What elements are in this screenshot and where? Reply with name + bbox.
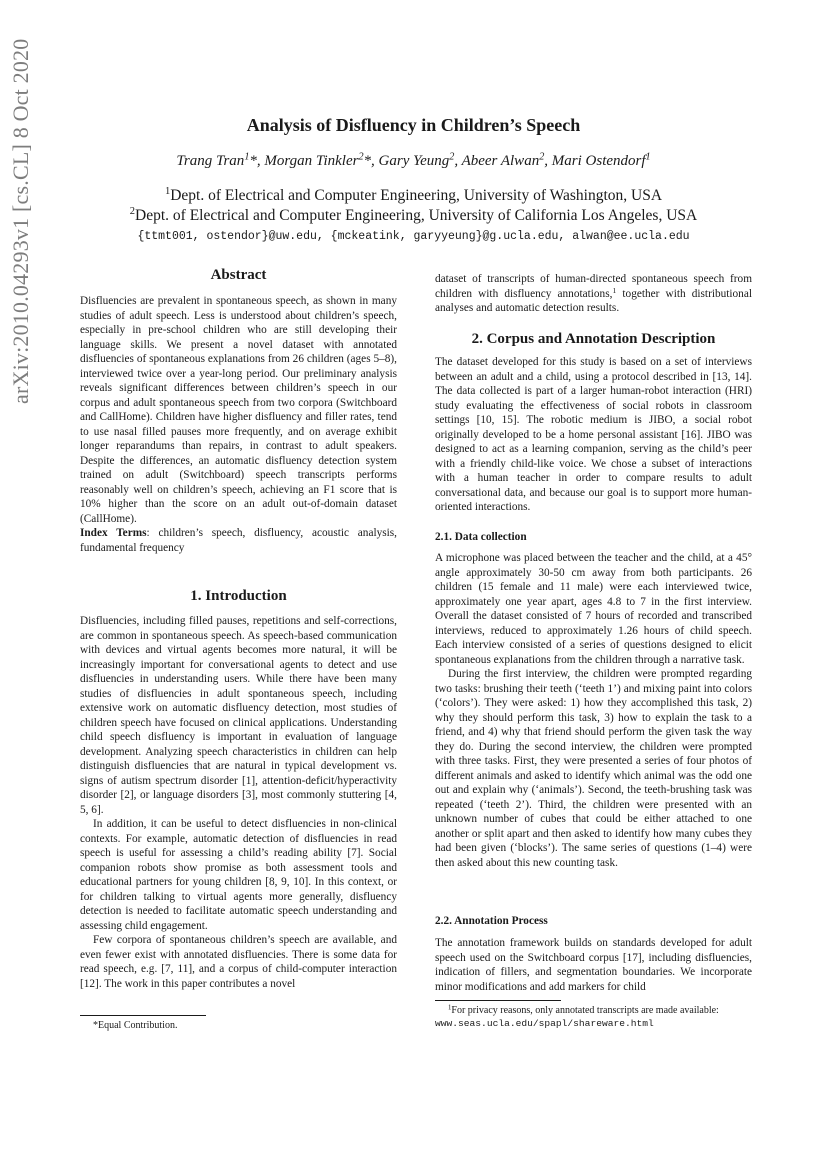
footnote-rule	[435, 1000, 561, 1001]
footnote-text: For privacy reasons, only annotated transcripts are made available:	[451, 1005, 719, 1016]
author-name: Gary Yeung	[378, 153, 450, 169]
intro-body	[80, 614, 397, 991]
author-mark: 1	[244, 151, 250, 163]
annotation-body	[435, 936, 752, 994]
index-terms	[80, 526, 397, 555]
author-sep: ,	[544, 153, 549, 169]
affiliation-mark: 2	[129, 206, 136, 218]
author-sep: *,	[249, 153, 261, 169]
abstract-body	[80, 294, 397, 555]
intro-paragraph: In addition, it can be useful to detect disfluencies in non-clinical contexts. For example, automatic detection of disfluencies in read speech is useful for assessing a child’s reading ability [7]. Social companion robots show promise as both assessment tools and educational partners for young children [8, 9, 10]. In this context, or for children talking to virtual agents more generally, disfluency detection is needed to facilitate automatic speech understanding and assessing child engagement.	[80, 818, 397, 932]
annotation-paragraph: The annotation framework builds on standards developed for adult speech used on the Switchboard corpus [17], including disfluencies, indication of fillers, and segmentation boundaries. We incorporate minor modifications and add markers for child	[435, 937, 752, 993]
continuation-text-after: together with distributional analyses and automatic detection results.	[435, 287, 752, 314]
index-terms-label: Index Terms	[80, 527, 147, 539]
footnote-privacy	[435, 1004, 752, 1030]
author-sep: *,	[363, 153, 375, 169]
annotation-heading: 2.2. Annotation Process	[435, 915, 548, 927]
data-collection-heading: 2.1. Data collection	[435, 531, 527, 543]
data-collection-paragraph: During the first interview, the children were prompted regarding two tasks: brushing their teeth (‘teeth 1’) and mixing paint into colors (‘colors’). They were asked: 1) how they accomplished this task, 2) why they should perform this task, 3) how to explain the task to a friend, and 4) why that friend should perform the given task the way they do. During the second interview, the children were prompted with three tasks. First, they were presented a series of four photos of different animals and asked to identify which animal was the odd one out and explain why (‘animals’). Second, the teeth-brushing task was repeated (‘teeth 2’). Third, the children were presented with an unknown number of cubes that could be either attached to one another or split apart and then asked to identify how many cubes they had been given (‘blocks’). The same series of questions (1–4) were then asked about this new counting task.	[435, 668, 752, 869]
affiliation-text: Dept. of Electrical and Computer Engineering, University of California Los Angeles, USA	[135, 207, 698, 224]
corpus-body	[435, 355, 752, 515]
shareware-link[interactable]: www.seas.ucla.edu/spapl/shareware.html	[435, 1018, 654, 1029]
affiliation-1	[0, 186, 827, 206]
author-name: Mari Ostendorf	[551, 153, 646, 169]
arxiv-stamp: arXiv:2010.04293v1 [cs.CL] 8 Oct 2020	[8, 38, 33, 404]
paper-title: Analysis of Disfluency in Children’s Speech	[246, 115, 581, 135]
author-mark: 2	[449, 151, 455, 163]
affiliation-2	[0, 206, 827, 226]
author-sep: ,	[454, 153, 459, 169]
affiliation-text: Dept. of Electrical and Computer Engineering, University of Washington, USA	[170, 187, 663, 204]
data-collection-body	[435, 551, 752, 870]
abstract-text: Disfluencies are prevalent in spontaneous speech, as shown in many studies of adult speech. Less is understood about children’s speech, especially in pre-school children who are still developing their language skills. We present a novel dataset with annotated disfluencies of spontaneous explanations from 26 children (ages 5–8), interviewed twice over a year-long period. Our preliminary analysis reveals significant differences between children’s speech in our corpus and adult spontaneous speech from two corpora (Switchboard and CallHome). Children have higher disfluency and filler rates, tend to use nasal filled pauses more frequently, and on average exhibit longer reparandums than repairs, in contrast to adult speakers. Despite the differences, an automatic disfluency detection system trained on adult (Switchboard) speech transcripts performs reasonably well on children’s speech, achieving an F1 score that is 10% higher than the score on an adult out-of-domain dataset (CallHome).	[80, 295, 397, 525]
author-name: Trang Tran	[176, 153, 245, 169]
intro-heading: 1. Introduction	[190, 588, 287, 604]
author-mark: 1	[645, 151, 651, 163]
author-list	[0, 151, 827, 171]
abstract-heading: Abstract	[210, 267, 267, 283]
intro-paragraph: Disfluencies, including filled pauses, repetitions and self-corrections, are common in spontaneous speech. As speech-based communication with devices and virtual agents becomes more natural, it will be increasingly important for conversational agents to detect and use disfluencies in understanding users. While there have been many studies of disfluencies in adult spontaneous speech, including extensive work on automatic disfluency detection, most studies of children speech have focused on clinical applications. Understanding child speech disfluency is important in evaluation of language development. Analyzing speech characteristics in children can help distinguish disfluencies that are natural in typical development vs. signs of autism spectrum disorder [1], attention-deficit/hyperactivity disorder [2], or language disorders [3], most commonly stuttering [4, 5, 6].	[80, 615, 397, 816]
author-name: Morgan Tinkler	[264, 153, 359, 169]
intro-paragraph: Few corpora of spontaneous children’s speech are available, and even fewer exist with annotated disfluencies. There is some data for read speech, e.g. [7, 11], and a corpus of child-computer interaction [12]. The work in this paper contributes a novel	[80, 934, 397, 990]
index-terms-text: : children’s speech, disfluency, acoustic analysis, fundamental frequency	[80, 527, 398, 554]
data-collection-paragraph: A microphone was placed between the teacher and the child, at a 45° angle approximately 30-50 cm away from both participants. 26 children (15 female and 11 male) were each interviewed twice, approximately one year apart, ages 4.8 to 7 in the first interview. Overall the dataset consisted of 7 hours of recorded and transcribed interviews, reduced to approximately 1.26 hours of child speech. Each interview consisted of a series of questions designed to elicit spontaneous explanations from the children through a narrative task.	[435, 552, 752, 666]
footnote-equal-contribution: *Equal Contribution.	[93, 1020, 178, 1031]
footnote-rule	[80, 1015, 206, 1016]
author-emails: {ttmt001, ostendor}@uw.edu, {mckeatink, garyyeung}@g.ucla.edu, alwan@ee.ucla.edu	[137, 230, 690, 243]
continuation-paragraph	[435, 272, 752, 316]
author-mark: 2	[539, 151, 545, 163]
corpus-paragraph: The dataset developed for this study is based on a set of interviews between an adult and a child, using a protocol described in [13, 14]. The data collected is part of a larger human-robot interaction (HRI) study evaluating the effectiveness of social robots in classroom settings [10, 15]. The robotic medium is JIBO, a social robot originally developed to be a home personal assistant [16]. JIBO was designed to act as a learning companion, serving as the child’s peer with a friendly child-like voice. We chose a subset of interactions with a human teacher in order to compare results to adult conversational data, and because our goal is to support more human-oriented interactions.	[435, 356, 752, 513]
footnote-mark: 1	[612, 285, 617, 295]
continuation-text: dataset of transcripts of human-directed spontaneous speech from children with disfluency annotations,	[435, 273, 752, 300]
right-top-continuation	[435, 272, 752, 316]
footnote-number: 1	[448, 1004, 452, 1012]
author-name: Abeer Alwan	[461, 153, 540, 169]
corpus-heading: 2. Corpus and Annotation Description	[471, 331, 716, 347]
affiliation-mark: 1	[164, 186, 171, 198]
author-mark: 2	[358, 151, 364, 163]
